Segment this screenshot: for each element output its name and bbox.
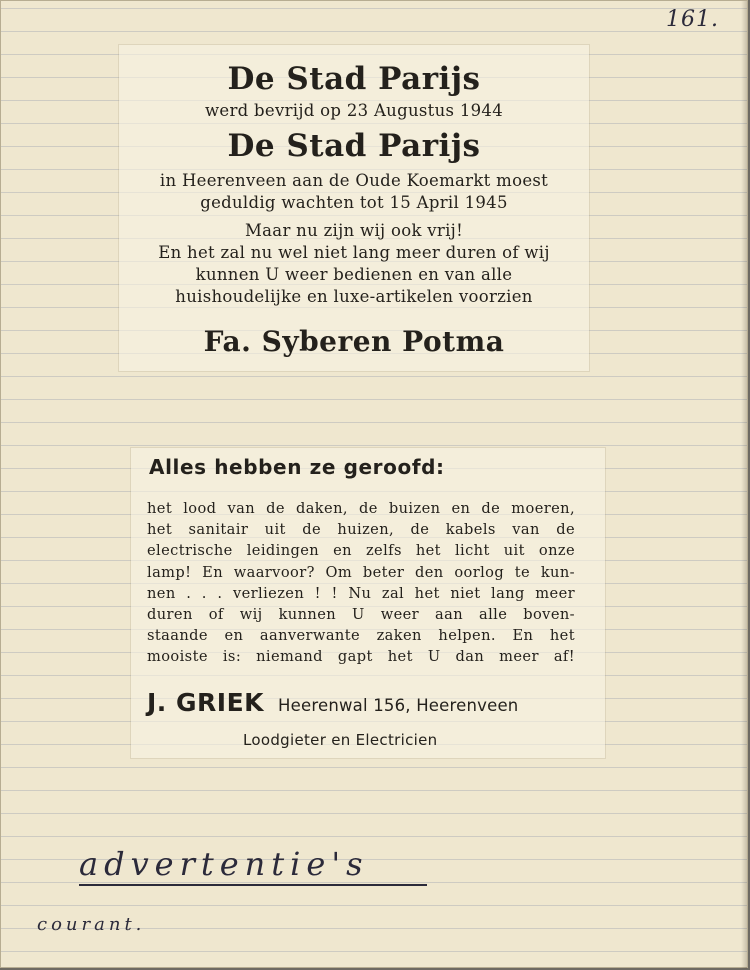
clipping-1-text-line: En het zal nu wel niet lang meer duren of wij	[158, 243, 550, 262]
clipping-2-body-line: het sanitair uit de huizen, de kabels van de	[147, 521, 575, 539]
clipping-2-body-line: staande en aanverwante zaken helpen. En het	[147, 627, 575, 645]
clipping-1-text-line: huishoudelijke en luxe-artikelen voorzien	[175, 287, 533, 306]
clipping-2-trade: Loodgieter en Electricien	[243, 731, 438, 749]
clipping-1-brand-second: De Stad Parijs	[227, 128, 481, 164]
clipping-1-brand-first: De Stad Parijs	[227, 61, 481, 97]
clipping-2-body-line: het lood van de daken, de buizen en de moeren,	[147, 500, 575, 517]
clipping-2-body	[147, 498, 575, 668]
advertisement-clipping-griek	[131, 448, 605, 758]
advertisement-clipping-potma	[119, 45, 589, 371]
handwritten-caption-subtitle: courant.	[37, 914, 146, 935]
clipping-2-signature	[147, 688, 518, 717]
clipping-1-liberation-date: werd bevrijd op 23 Augustus 1944	[204, 101, 504, 120]
clipping-1-text-line: Maar nu zijn wij ook vrij!	[244, 221, 464, 240]
clipping-1-signature: Fa. Syberen Potma	[203, 325, 505, 358]
clipping-1-text-line: in Heerenveen aan de Oude Koemarkt moest	[159, 171, 549, 190]
clipping-1-text-line: geduldig wachten tot 15 April 1945	[200, 193, 508, 212]
clipping-2-company-name: J. GRIEK	[147, 688, 265, 717]
clipping-2-body-line: lamp! En waarvoor? Om beter den oorlog te kun-	[147, 563, 575, 581]
clipping-2-body-line: electrische leidingen en zelfs het licht uit onze	[147, 542, 575, 560]
page-edge-shadow	[741, 1, 747, 969]
clipping-2-address: Heerenwal 156, Heerenveen	[278, 696, 519, 715]
clipping-2-body-line: duren of wij kunnen U weer aan alle boven-	[147, 606, 575, 624]
clipping-2-heading: Alles hebben ze geroofd:	[149, 455, 445, 479]
clipping-2-body-line: nen . . . verliezen ! ! Nu zal het niet lang meer	[147, 584, 575, 602]
clipping-1-text-line: kunnen U weer bedienen en van alle	[195, 265, 513, 284]
page-number: 161.	[666, 7, 719, 32]
handwritten-caption-title: advertentie's	[79, 847, 427, 886]
clipping-2-body-line: mooiste is: niemand gapt het U dan meer af!	[147, 648, 575, 666]
